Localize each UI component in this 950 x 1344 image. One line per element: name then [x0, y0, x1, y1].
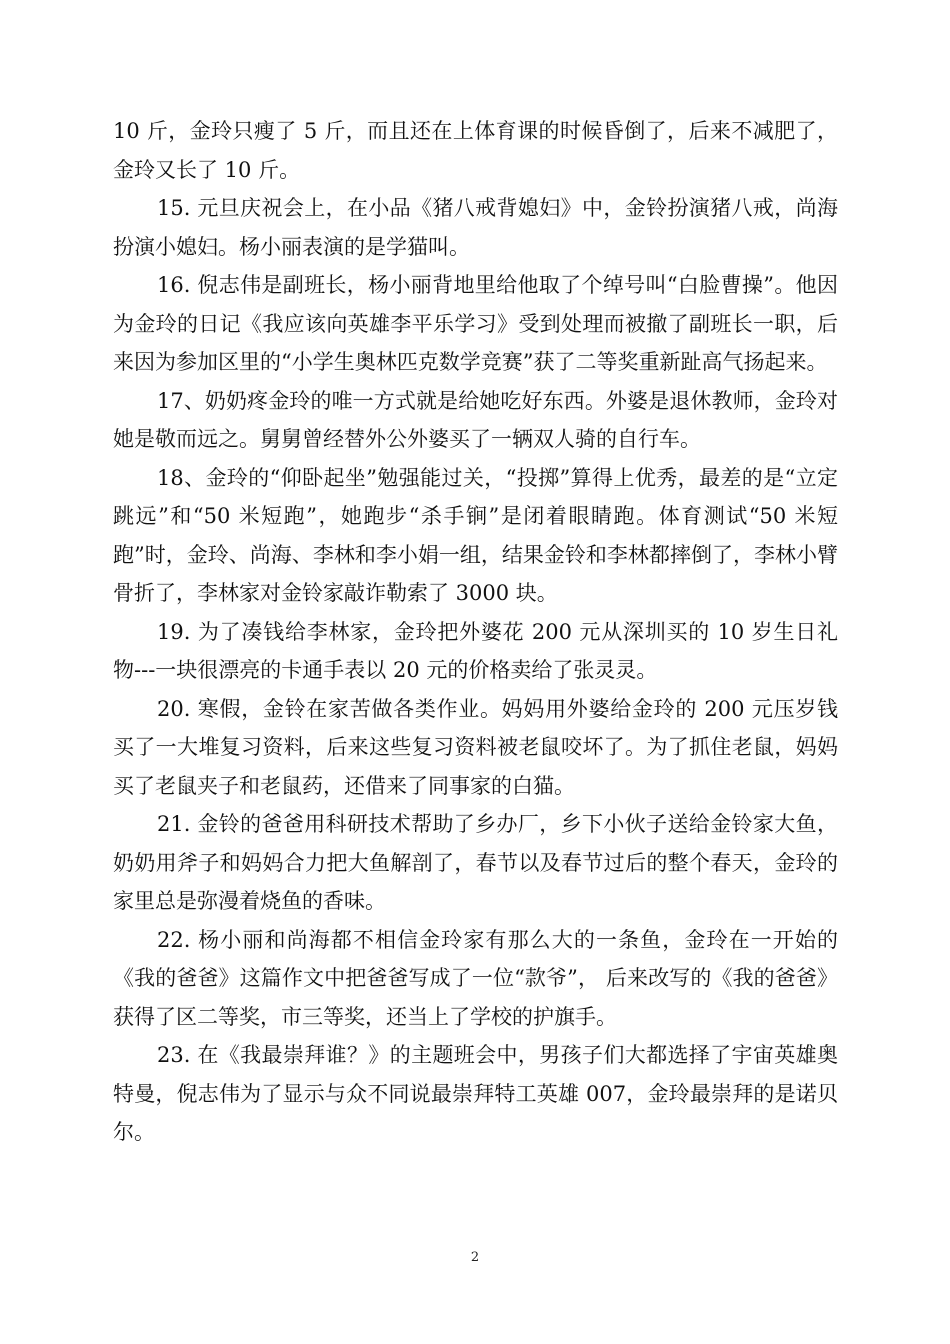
paragraph-15: 15. 元旦庆祝会上，在小品《猪八戒背媳妇》中，金铃扮演猪八戒，尚海扮演小媳妇。杨小丽表演的是学猫叫。 — [113, 196, 838, 259]
paragraph-19: 19. 为了凑钱给李林家，金玲把外婆花 200 元从深圳买的 10 岁生日礼物---一块很漂亮的卡通手表以 20 元的价格卖给了张灵灵。 — [113, 619, 838, 682]
paragraph-20: 20. 寒假，金铃在家苦做各类作业。妈妈用外婆给金玲的 200 元压岁钱买了一大堆复习资料，后来这些复习资料被老鼠咬坏了。为了抓住老鼠，妈妈买了老鼠夹子和老鼠药，还借来了同事家的白猫。 — [113, 696, 838, 798]
paragraph-22: 22. 杨小丽和尚海都不相信金玲家有那么大的一条鱼，金玲在一开始的《我的爸爸》这篇作文中把爸爸写成了一位“款爷”， 后来改写的《我的爸爸》获得了区二等奖，市三等奖，还当上了学校的护旗手。 — [113, 927, 838, 1029]
paragraph-18: 18、金玲的“仰卧起坐”勉强能过关，“投掷”算得上优秀，最差的是“立定跳远”和“50 米短跑”，她跑步“杀手锏”是闭着眼睛跑。体育测试“50 米短跑”时，金玲、尚海、李林和李小娟一组，结果金铃和李林都摔倒了，李林小臂骨折了，李林家对金铃家敲诈勒索了 3000 块。 — [113, 465, 838, 605]
paragraph-16: 16. 倪志伟是副班长，杨小丽背地里给他取了个绰号叫“白脸曹操”。他因为金玲的日记《我应该向英雄李平乐学习》受到处理而被撤了副班长一职，后来因为参加区里的“小学生奥林匹克数学竞赛”获了二等奖重新趾高气扬起来。 — [113, 273, 838, 374]
page-number: 2 — [470, 1250, 480, 1265]
paragraph-23: 23. 在《我最崇拜谁？》的主题班会中，男孩子们大都选择了宇宙英雄奥特曼，倪志伟为了显示与众不同说最崇拜特工英雄 007，金玲最崇拜的是诺贝尔。 — [113, 1043, 838, 1144]
document-body — [113, 112, 838, 1152]
paragraph-17: 17、奶奶疼金玲的唯一方式就是给她吃好东西。外婆是退休教师，金玲对她是敬而远之。舅舅曾经替外公外婆买了一辆双人骑的自行车。 — [113, 388, 838, 451]
paragraph-14-continued: 10 斤，金玲只瘦了 5 斤，而且还在上体育课的时候昏倒了，后来不减肥了，金玲又长了 10 斤。 — [113, 119, 838, 182]
paragraph-21: 21. 金铃的爸爸用科研技术帮助了乡办厂，乡下小伙子送给金铃家大鱼，奶奶用斧子和妈妈合力把大鱼解剖了，春节以及春节过后的整个春天，金玲的家里总是弥漫着烧鱼的香味。 — [113, 812, 838, 913]
